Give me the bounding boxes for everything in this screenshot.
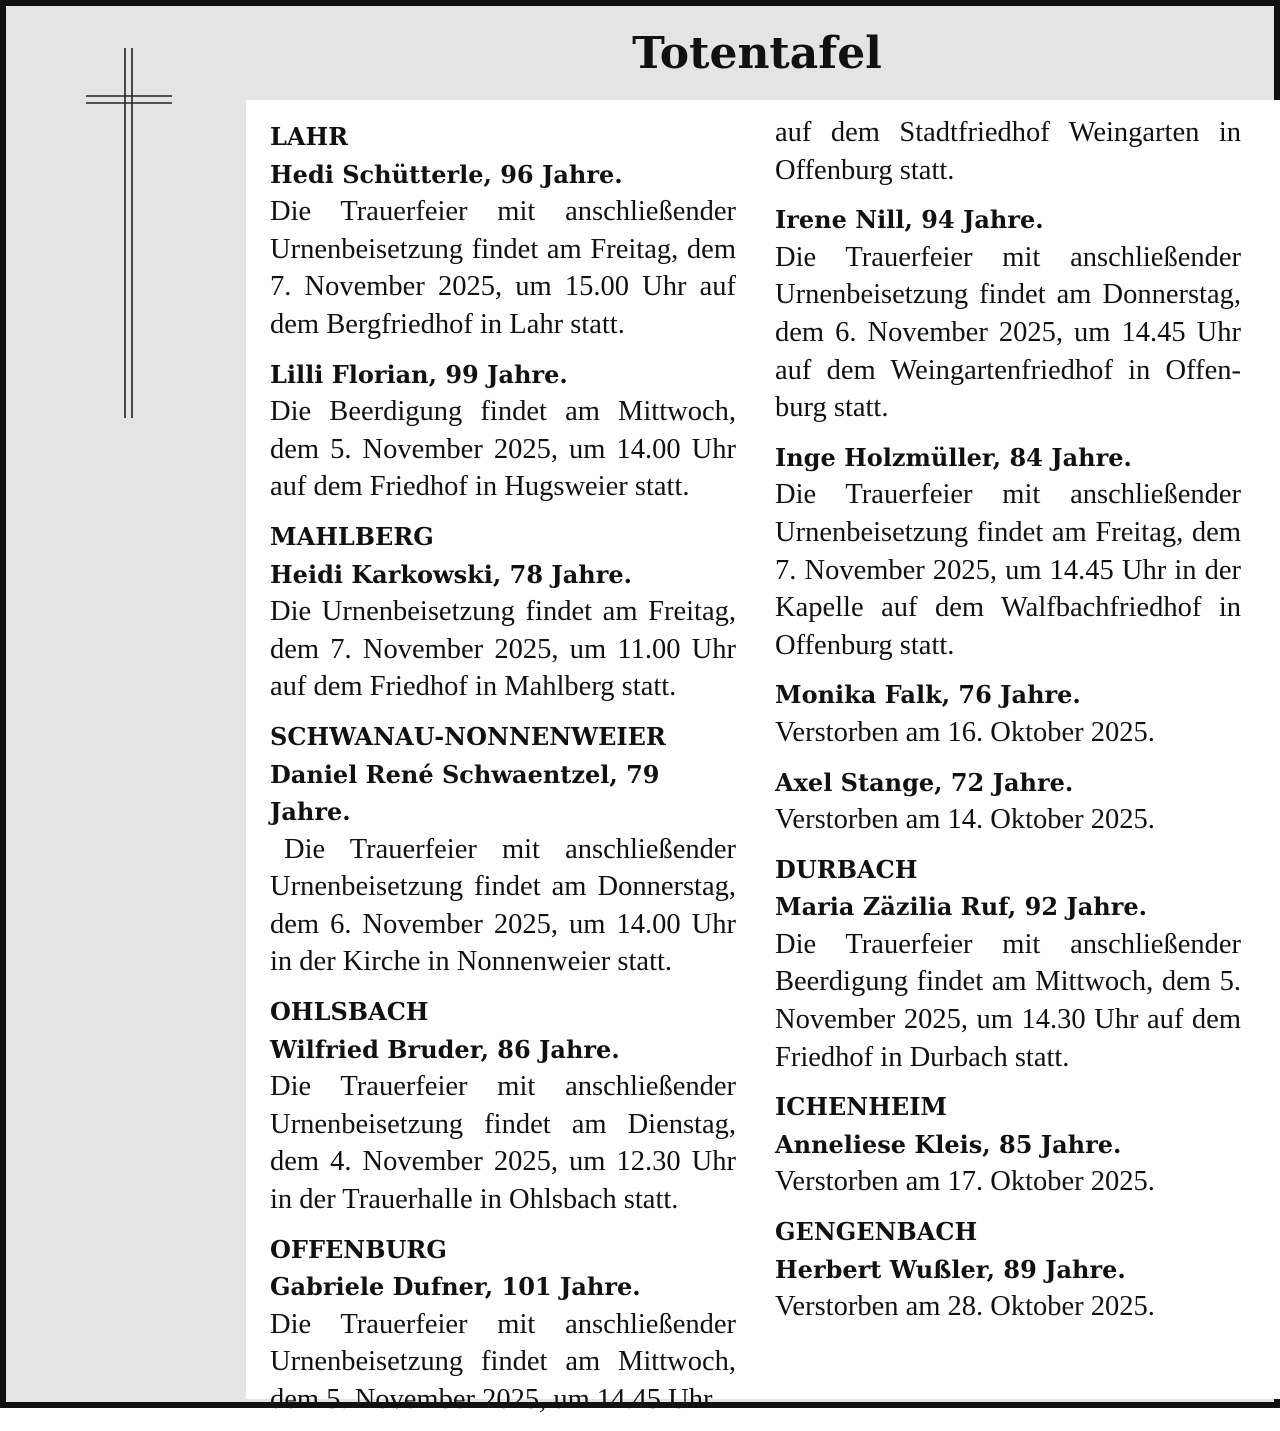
place-heading: OFFENBURG [270, 1234, 447, 1264]
entry-florian [270, 356, 736, 506]
entry-schwanau-schwaentzel [270, 718, 736, 981]
page-title: Totentafel [632, 28, 882, 79]
entry-text: Die Urnenbeisetzung findet am Freitag, dem 7. November 2025, um 11.00 Uhr auf dem Friedhof in Mahlberg statt. [270, 596, 736, 703]
deceased-name: Daniel René Schwaentzel, 79 Jahre. [270, 759, 660, 827]
entry-text: Verstorben am 17. Oktober 2025. [775, 1166, 1155, 1198]
cross-icon [84, 48, 174, 420]
deceased-name: Axel Stange, 72 Jahre. [775, 767, 1074, 797]
entry-text: Die Trauerfeier mit anschließender Urnenbeisetzung findet am Freitag, dem 7. November 2025, um 14.45 Uhr in der Kapelle auf dem Walfbachfriedhof in Offenburg statt. [775, 479, 1241, 661]
deceased-name: Irene Nill, 94 Jahre. [775, 205, 1044, 235]
deceased-name: Anneliese Kleis, 85 Jahre. [775, 1129, 1122, 1159]
deceased-name: Heidi Karkowski, 78 Jahre. [270, 559, 633, 589]
entry-ohlsbach-bruder [270, 993, 736, 1219]
place-heading: MAHLBERG [270, 521, 434, 551]
deceased-name: Maria Zäzilia Ruf, 92 Jahre. [775, 892, 1148, 922]
entry-ichenheim-kleis [775, 1088, 1241, 1201]
entry-text: Die Trauerfeier mit anschließender Beerdigung findet am Mittwoch, dem 5. November 2025, um 14.30 Uhr auf dem Friedhof in Durbach statt. [775, 928, 1241, 1073]
entry-offenburg-dufner [270, 1231, 736, 1419]
entry-text: Die Trauerfeier mit anschließender Urnenbeisetzung findet am Donnerstag, dem 6. November 2025, um 14.00 Uhr in der Kirche in Nonnenweier statt. [270, 833, 736, 978]
entry-text: Die Trauerfeier mit anschließender Urnenbeisetzung findet am Donnerstag, dem 6. November 2025, um 14.45 Uhr auf dem Weingartenfriedhof in Offen- burg statt. [775, 241, 1241, 424]
entry-text: Verstorben am 16. Oktober 2025. [775, 716, 1155, 748]
entry-text: Verstorben am 14. Oktober 2025. [775, 804, 1155, 836]
left-column [270, 118, 736, 1431]
place-heading: DURBACH [775, 854, 918, 884]
entry-gengenbach-wussler [775, 1213, 1241, 1326]
entry-stange [775, 764, 1241, 839]
deceased-name: Hedi Schütterle, 96 Jahre. [270, 159, 623, 189]
content-panel [246, 100, 1280, 1415]
place-heading: LAHR [270, 122, 349, 151]
entry-text: Die Trauerfeier mit anschließender Urnenbeisetzung findet am Freitag, dem 7. November 2025, um 15.00 Uhr auf dem Bergfriedhof in Lahr statt. [270, 196, 736, 340]
deceased-name: Wilfried Bruder, 86 Jahre. [270, 1034, 620, 1064]
deceased-name: Monika Falk, 76 Jahre. [775, 680, 1081, 710]
deceased-name: Lilli Florian, 99 Jahre. [270, 359, 568, 389]
place-heading: ICHENHEIM [775, 1092, 947, 1122]
place-heading: GENGENBACH [775, 1217, 978, 1247]
entry-mahlberg-karkowski [270, 518, 736, 706]
entry-lahr-schuetterle [270, 118, 736, 344]
entry-durbach-ruf [775, 851, 1241, 1077]
deceased-name: Gabriele Dufner, 101 Jahre. [270, 1272, 641, 1302]
entry-holzmueller [775, 439, 1241, 665]
deceased-name: Inge Holzmüller, 84 Jahre. [775, 442, 1132, 472]
place-heading: OHLSBACH [270, 997, 429, 1027]
right-column [775, 114, 1241, 1338]
entry-text: Die Trauerfeier mit anschließender Urnenbeisetzung findet am Mittwoch, dem 5. November 2025, um 14.45 Uhr [270, 1308, 736, 1415]
place-heading: SCHWANAU-NONNENWEIER [270, 721, 666, 751]
entry-nill [775, 201, 1241, 427]
entry-dufner-continued [775, 114, 1241, 189]
entry-text: auf dem Stadtfriedhof Weingarten in Offenburg statt. [775, 117, 1241, 186]
deceased-name: Herbert Wußler, 89 Jahre. [775, 1254, 1126, 1284]
entry-text: Verstorben am 28. Oktober 2025. [775, 1291, 1155, 1323]
entry-text: Die Trauerfeier mit anschließender Urnenbeisetzung findet am Dienstag, dem 4. November 2025, um 12.30 Uhr in der Trauerhalle in Ohlsbach statt. [270, 1071, 736, 1216]
entry-falk [775, 676, 1241, 751]
entry-text: Die Beerdigung findet am Mittwoch, dem 5. November 2025, um 14.00 Uhr auf dem Friedhof in Hugsweier statt. [270, 396, 736, 503]
